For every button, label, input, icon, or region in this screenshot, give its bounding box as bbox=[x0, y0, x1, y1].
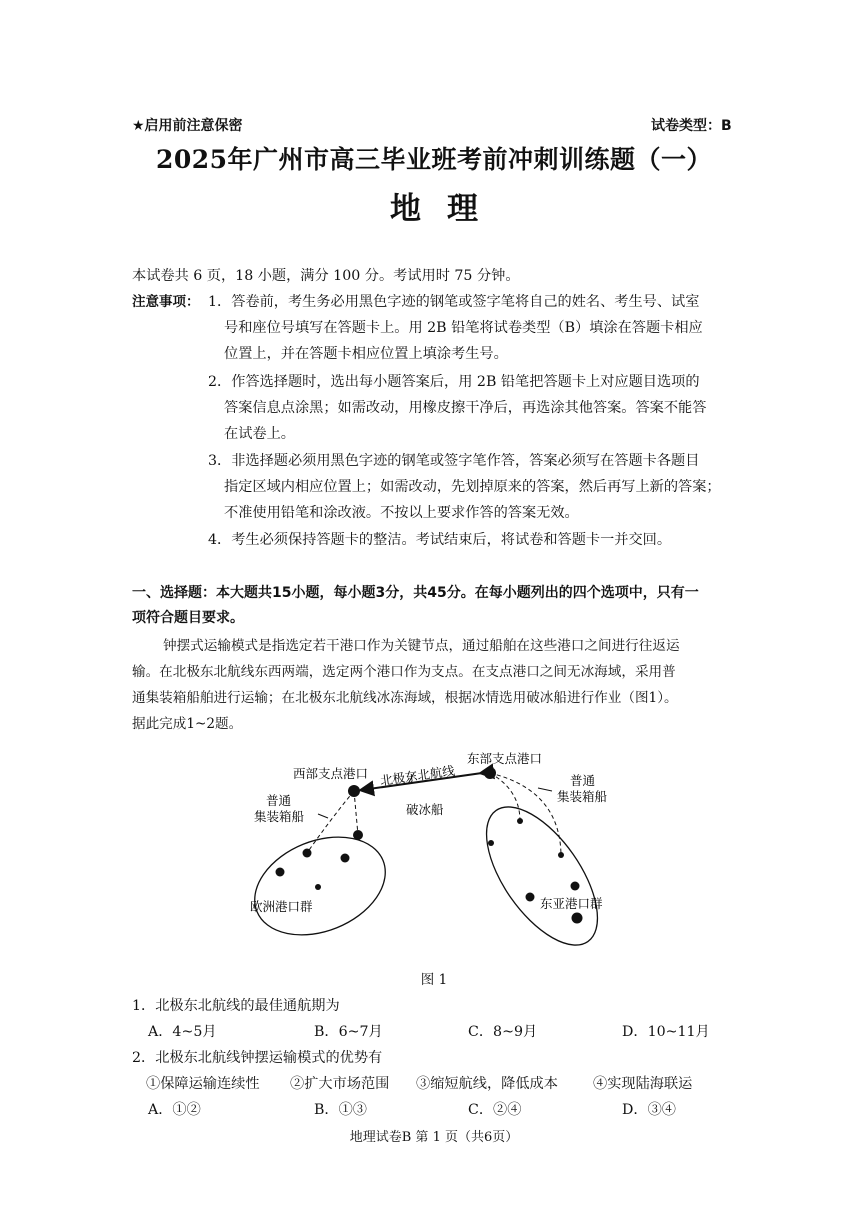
europe-port-dot bbox=[276, 868, 285, 877]
question-2-stem: 2．北极东北航线钟摆运输模式的优势有 bbox=[132, 1050, 383, 1066]
subject-title: 地理 bbox=[390, 191, 504, 227]
question-2-option-d: D．③④ bbox=[622, 1102, 676, 1118]
figure-caption: 图 1 bbox=[420, 972, 448, 988]
section-heading-line-1: 一、选择题：本大题共15小题，每小题3分，共45分。在每小题列出的四个选项中，只有一 bbox=[132, 585, 699, 601]
section-heading-line-2: 项符合题目要求。 bbox=[132, 610, 244, 626]
note-2-line-2: 答案信息点涂黑；如需改动，用橡皮擦干净后，再选涂其他答案。答案不能答 bbox=[224, 400, 707, 416]
question-2-option-c: C．②④ bbox=[468, 1102, 522, 1118]
paper-type: 试卷类型：B bbox=[651, 118, 732, 134]
note-1-line-3: 位置上，并在答题卡相应位置上填涂考生号。 bbox=[224, 346, 508, 362]
note-2-line-3: 在试卷上。 bbox=[224, 426, 295, 442]
europe-group-label: 欧洲港口群 bbox=[250, 899, 313, 914]
east-hub-label: 东部支点港口 bbox=[467, 751, 543, 766]
question-2-option-a: A．①② bbox=[148, 1102, 201, 1118]
route-label: 北极东北航线 bbox=[379, 762, 456, 789]
material-line-4: 据此完成1~2题。 bbox=[132, 716, 243, 732]
note-3-line-1: 3．非选择题必须用黑色字迹的钢笔或签字笔作答，答案必须写在答题卡各题目 bbox=[208, 453, 700, 469]
question-2-item-3: ③缩短航线，降低成本 bbox=[416, 1076, 558, 1092]
material-line-1: 钟摆式运输模式是指选定若干港口作为关键节点，通过船舶在这些港口之间进行往返运 bbox=[163, 638, 680, 654]
question-1-option-b: B．6~7月 bbox=[314, 1024, 383, 1040]
left-ship-pointer bbox=[318, 814, 328, 818]
question-2-option-b: B．①③ bbox=[314, 1102, 367, 1118]
material-line-3: 通集装箱船舶进行运输；在北极东北航线冰冻海域，根据冰情选用破冰船进行作业（图1）。 bbox=[132, 690, 678, 706]
intro-line: 本试卷共 6 页，18 小题，满分 100 分。考试用时 75 分钟。 bbox=[132, 268, 520, 284]
note-3-line-2: 指定区域内相应位置上；如需改动，先划掉原来的答案，然后再写上新的答案； bbox=[224, 479, 721, 495]
west-hub-label: 西部支点港口 bbox=[293, 766, 369, 781]
material-line-2: 输。在北极东北航线东西两端，选定两个港口作为支点。在支点港口之间无冰海域，采用普 bbox=[132, 664, 676, 680]
eastasia-port-dot bbox=[572, 913, 583, 924]
note-4-line-1: 4．考生必须保持答题卡的整洁。考试结束后，将试卷和答题卡一并交回。 bbox=[208, 532, 672, 548]
eastasia-port-dot bbox=[488, 840, 494, 846]
eastasia-port-dot bbox=[558, 852, 564, 858]
europe-port-dot bbox=[315, 884, 321, 890]
question-1-option-c: C．8~9月 bbox=[468, 1024, 538, 1040]
question-1-option-a: A．4~5月 bbox=[148, 1024, 217, 1040]
eastasia-feeder-route bbox=[490, 773, 520, 821]
left-ship-label-2: 集装箱船 bbox=[254, 809, 305, 824]
notes-label: 注意事项： bbox=[132, 294, 200, 310]
left-ship-label-1: 普通 bbox=[266, 793, 292, 808]
eastasia-feeder-route bbox=[490, 773, 561, 855]
question-2-item-4: ④实现陆海联运 bbox=[593, 1076, 693, 1092]
europe-port-dot bbox=[341, 854, 350, 863]
question-2-item-1: ①保障运输连续性 bbox=[146, 1076, 260, 1092]
eastasia-port-group-ellipse bbox=[465, 789, 619, 960]
exam-title: 2025年广州市高三毕业班考前冲刺训练题（一） bbox=[155, 145, 713, 174]
right-ship-label-2: 集装箱船 bbox=[557, 789, 608, 804]
right-ship-pointer bbox=[538, 788, 552, 791]
europe-feeder-route bbox=[307, 791, 354, 853]
question-2-item-2: ②扩大市场范围 bbox=[290, 1076, 390, 1092]
note-1-line-2: 号和座位号填写在答题卡上。用 2B 铅笔将试卷类型（B）填涂在答题卡相应 bbox=[224, 320, 703, 336]
eastasia-group-label: 东亚港口群 bbox=[540, 896, 603, 911]
question-1-stem: 1．北极东北航线的最佳通航期为 bbox=[132, 998, 340, 1014]
figure-1-diagram bbox=[220, 740, 650, 960]
question-1-option-d: D．10~11月 bbox=[622, 1024, 710, 1040]
note-1-line-1: 1．答卷前，考生务必用黑色字迹的钢笔或签字笔将自己的姓名、考生号、试室 bbox=[208, 294, 700, 310]
eastasia-port-dot bbox=[571, 882, 580, 891]
icebreaker-label: 破冰船 bbox=[406, 802, 444, 817]
confidential-mark: ★启用前注意保密 bbox=[132, 118, 243, 134]
note-3-line-3: 不准使用铅笔和涂改液。不按以上要求作答的答案无效。 bbox=[224, 505, 579, 521]
note-2-line-1: 2．作答选择题时，选出每小题答案后，用 2B 铅笔把答题卡上对应题目选项的 bbox=[208, 374, 700, 390]
right-ship-label-1: 普通 bbox=[570, 773, 596, 788]
eastasia-port-dot bbox=[526, 893, 535, 902]
europe-feeder-route bbox=[354, 791, 358, 835]
page-footer: 地理试卷B 第 1 页（共6页） bbox=[349, 1130, 519, 1145]
